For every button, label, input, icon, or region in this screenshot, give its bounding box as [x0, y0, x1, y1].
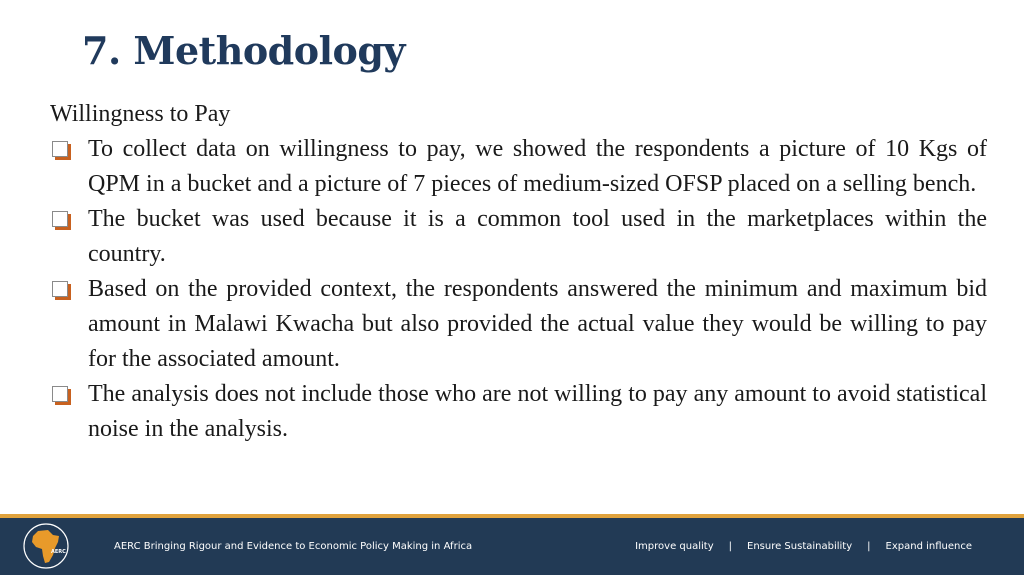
- aerc-africa-logo-icon: [22, 522, 70, 570]
- bullet-text: The analysis does not include those who are not willing to pay any amount to avoid statistical noise in the analysis.: [88, 381, 987, 442]
- footer-link-improve-quality: Improve quality: [635, 541, 714, 552]
- footer-bar: [0, 518, 1024, 575]
- checkbox-square-icon: [52, 141, 68, 157]
- footer-link-ensure-sustainability: Ensure Sustainability: [747, 541, 853, 552]
- footer-tagline: AERC Bringing Rigour and Evidence to Economic Policy Making in Africa: [114, 541, 473, 552]
- footer-separator: |: [867, 541, 871, 552]
- bullet-text: The bucket was used because it is a common tool used in the marketplaces within the country.: [88, 206, 987, 267]
- footer-link-expand-influence: Expand influence: [885, 541, 972, 552]
- bullet-item: [50, 272, 987, 377]
- slide-content: [50, 97, 987, 447]
- checkbox-square-icon: [52, 281, 68, 297]
- checkbox-square-icon: [52, 211, 68, 227]
- logo-text: AERC: [51, 549, 66, 555]
- checkbox-square-icon: [52, 386, 68, 402]
- bullet-item: [50, 132, 987, 202]
- slide-title: 7. Methodology: [82, 28, 406, 73]
- bullet-list: [50, 132, 987, 447]
- footer-links: [635, 518, 972, 575]
- section-subheading: Willingness to Pay: [50, 101, 231, 127]
- bullet-text: To collect data on willingness to pay, we showed the respondents a picture of 10 Kgs of QPM in a bucket and a picture of 7 pieces of medium-sized OFSP placed on a selling bench.: [88, 136, 987, 197]
- footer-separator: |: [728, 541, 732, 552]
- bullet-text: Based on the provided context, the respondents answered the minimum and maximum bid amount in Malawi Kwacha but also provided the actual value they would be willing to pay for the associated amount.: [88, 276, 987, 372]
- bullet-item: [50, 377, 987, 447]
- bullet-item: [50, 202, 987, 272]
